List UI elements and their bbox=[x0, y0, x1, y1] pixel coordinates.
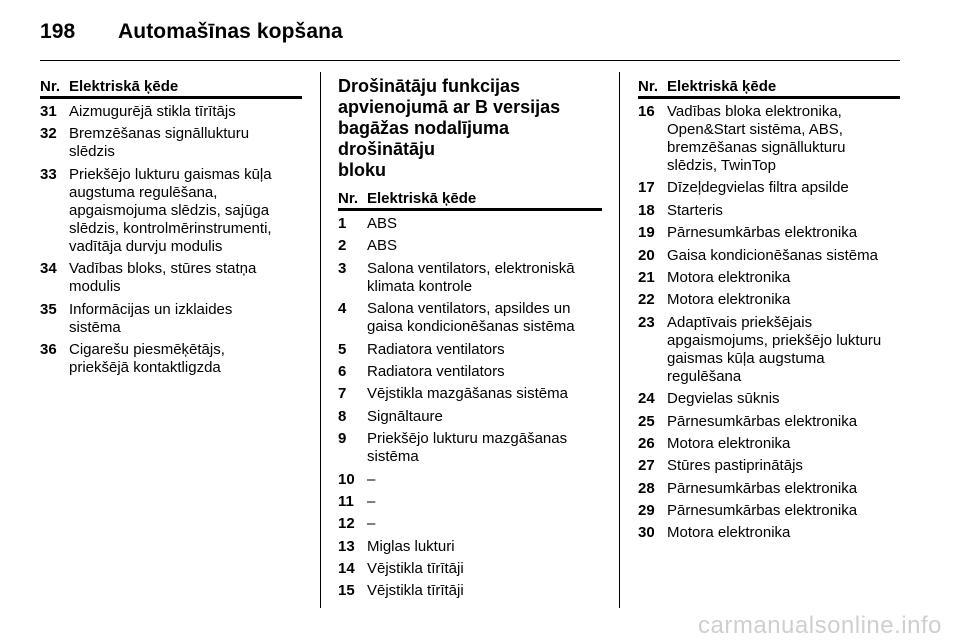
fuse-circuit-line: – bbox=[367, 470, 376, 488]
fuse-circuit-line: Priekšējo lukturu mazgāšanas bbox=[367, 430, 568, 448]
fuse-circuit bbox=[667, 480, 900, 498]
fuse-circuit bbox=[367, 300, 602, 336]
fuse-number: 29 bbox=[638, 502, 655, 520]
fuse-table-header bbox=[338, 190, 602, 211]
fuse-circuit-line: apgaismojuma slēdzis, sajūga bbox=[69, 201, 270, 219]
fuse-number: 8 bbox=[338, 407, 347, 425]
fuse-number: 12 bbox=[338, 515, 355, 533]
page-header bbox=[40, 20, 343, 44]
fuse-circuit bbox=[667, 179, 900, 197]
header-nr: Nr. bbox=[338, 190, 359, 207]
fuse-row bbox=[638, 413, 900, 431]
fuse-circuit-line: Informācijas un izklaides bbox=[69, 300, 233, 318]
fuse-number: 27 bbox=[638, 457, 655, 475]
fuse-number: 18 bbox=[638, 201, 655, 219]
fuse-circuit-line: apgaismojums, priekšējo lukturu bbox=[667, 331, 882, 349]
fuse-circuit-line: klimata kontrole bbox=[367, 277, 473, 295]
fuse-number: 34 bbox=[40, 260, 57, 278]
fuse-number: 22 bbox=[638, 291, 655, 309]
fuse-circuit bbox=[367, 471, 602, 489]
fuse-row bbox=[638, 247, 900, 265]
fuse-row bbox=[338, 341, 602, 359]
fuse-circuit bbox=[667, 314, 900, 386]
fuse-circuit bbox=[667, 202, 900, 220]
fuse-circuit-line: Open&Start sistēma, ABS, bbox=[667, 121, 843, 138]
fuse-circuit bbox=[367, 363, 602, 381]
page-number: 198 bbox=[40, 20, 76, 43]
fuse-circuit-line: Pārnesumkārbas elektronika bbox=[667, 479, 858, 497]
fuse-circuit bbox=[69, 125, 302, 161]
column-divider bbox=[619, 72, 620, 608]
fuse-row bbox=[338, 300, 602, 336]
fuse-number: 11 bbox=[338, 492, 354, 510]
fuse-circuit-line: gaisa kondicionēšanas sistēma bbox=[367, 318, 575, 336]
fuse-row bbox=[638, 291, 900, 309]
fuse-circuit-line: Motora elektronika bbox=[667, 524, 791, 542]
header-nr: Nr. bbox=[638, 78, 659, 95]
fuse-row bbox=[338, 260, 602, 296]
header-rule bbox=[40, 60, 900, 61]
fuse-row bbox=[338, 538, 602, 556]
fuse-circuit bbox=[367, 538, 602, 556]
fuse-circuit bbox=[367, 515, 602, 533]
fuse-table-body bbox=[338, 215, 602, 600]
fuse-circuit bbox=[667, 413, 900, 431]
fuse-row bbox=[638, 480, 900, 498]
fuse-number: 24 bbox=[638, 390, 655, 408]
fuse-circuit-line: ABS bbox=[367, 215, 398, 232]
fuse-circuit-line: augstuma regulēšana, bbox=[69, 183, 218, 201]
fuse-number: 7 bbox=[338, 385, 347, 403]
fuse-table-body bbox=[40, 103, 302, 377]
fuse-circuit bbox=[367, 560, 602, 578]
fuse-circuit-line: – bbox=[367, 515, 376, 533]
fuse-circuit bbox=[69, 341, 302, 377]
fuse-row bbox=[638, 202, 900, 220]
fuse-circuit-line: Miglas lukturi bbox=[367, 537, 455, 555]
fuse-row bbox=[40, 301, 302, 337]
fuse-circuit-line: Degvielas sūknis bbox=[667, 390, 780, 408]
fuse-circuit bbox=[69, 301, 302, 337]
fuse-circuit bbox=[69, 103, 302, 121]
fuse-number: 30 bbox=[638, 524, 655, 542]
fuse-number: 25 bbox=[638, 412, 655, 430]
fuse-number: 35 bbox=[40, 300, 57, 318]
fuse-circuit-line: Vējstikla tīrītāji bbox=[367, 582, 464, 600]
fuse-row bbox=[638, 314, 900, 386]
fuse-circuit-line: slēdzis, kontrolmērinstrumenti, bbox=[69, 219, 272, 237]
fuse-number: 3 bbox=[338, 259, 347, 277]
fuse-circuit-line: sistēma bbox=[367, 448, 419, 466]
fuse-circuit-line: Salona ventilators, apsildes un bbox=[367, 300, 571, 318]
fuse-circuit-line: bremzēšanas signāllukturu bbox=[667, 139, 846, 156]
fuse-circuit bbox=[667, 291, 900, 309]
fuse-row bbox=[338, 493, 602, 511]
column-2 bbox=[338, 76, 602, 605]
fuse-number: 36 bbox=[40, 340, 57, 358]
fuse-number: 4 bbox=[338, 300, 347, 318]
fuse-number: 16 bbox=[638, 103, 655, 120]
fuse-circuit bbox=[367, 260, 602, 296]
section-title-line: apvienojumā ar B versijas bbox=[338, 97, 561, 117]
fuse-circuit bbox=[667, 502, 900, 520]
fuse-row bbox=[338, 385, 602, 403]
fuse-number: 6 bbox=[338, 362, 347, 380]
fuse-circuit-line: Vējstikla mazgāšanas sistēma bbox=[367, 385, 568, 403]
fuse-row bbox=[338, 471, 602, 489]
fuse-circuit-line: Adaptīvais priekšējais bbox=[667, 313, 813, 331]
fuse-circuit-line: modulis bbox=[69, 278, 121, 296]
fuse-row bbox=[338, 430, 602, 466]
fuse-row bbox=[638, 269, 900, 287]
fuse-circuit bbox=[69, 260, 302, 296]
header-nr: Nr. bbox=[40, 78, 61, 95]
fuse-circuit-line: Aizmugurējā stikla tīrītājs bbox=[69, 103, 236, 120]
fuse-number: 31 bbox=[40, 103, 57, 120]
fuse-circuit-line: Motora elektronika bbox=[667, 268, 791, 286]
section-title-line: Drošinātāju funkcijas bbox=[338, 76, 521, 96]
fuse-row bbox=[40, 103, 302, 121]
fuse-circuit-line: Pārnesumkārbas elektronika bbox=[667, 224, 858, 242]
fuse-circuit-line: Starteris bbox=[667, 201, 723, 219]
column-1 bbox=[40, 78, 302, 381]
fuse-row bbox=[40, 125, 302, 161]
fuse-circuit bbox=[367, 385, 602, 403]
fuse-circuit bbox=[667, 224, 900, 242]
fuse-number: 20 bbox=[638, 246, 655, 264]
fuse-row bbox=[638, 179, 900, 197]
fuse-circuit-line: Gaisa kondicionēšanas sistēma bbox=[667, 246, 878, 264]
fuse-row bbox=[638, 224, 900, 242]
fuse-row bbox=[40, 260, 302, 296]
fuse-circuit-line: Radiatora ventilators bbox=[367, 362, 505, 380]
fuse-circuit-line: slēdzis bbox=[69, 143, 115, 161]
fuse-row bbox=[638, 524, 900, 542]
fuse-circuit-line: priekšējā kontaktligzda bbox=[69, 358, 221, 376]
fuse-table-header bbox=[40, 78, 302, 99]
header-circuit: Elektriskā ķēde bbox=[69, 78, 179, 95]
column-3 bbox=[638, 78, 900, 547]
fuse-circuit-line: Dīzeļdegvielas filtra apsilde bbox=[667, 179, 849, 197]
fuse-circuit-line: Pārnesumkārbas elektronika bbox=[667, 502, 858, 520]
fuse-number: 33 bbox=[40, 165, 57, 183]
fuse-circuit-line: slēdzis, TwinTop bbox=[667, 157, 776, 174]
fuse-number: 32 bbox=[40, 125, 57, 143]
fuse-row bbox=[338, 237, 602, 255]
fuse-circuit-line: vadītāja durvju modulis bbox=[69, 237, 223, 255]
fuse-circuit-line: Motora elektronika bbox=[667, 434, 791, 452]
fuse-number: 2 bbox=[338, 237, 347, 255]
fuse-row bbox=[338, 215, 602, 233]
fuse-circuit-line: Salona ventilators, elektroniskā bbox=[367, 259, 575, 277]
fuse-circuit bbox=[367, 582, 602, 600]
fuse-circuit-line: – bbox=[367, 492, 376, 510]
fuse-row bbox=[638, 502, 900, 520]
fuse-circuit bbox=[367, 493, 602, 511]
fuse-circuit-line: Motora elektronika bbox=[667, 291, 791, 309]
section-title-line: bloku bbox=[338, 160, 386, 180]
fuse-row bbox=[338, 560, 602, 578]
fuse-number: 19 bbox=[638, 224, 655, 242]
fuse-row bbox=[40, 341, 302, 377]
fuse-row bbox=[638, 435, 900, 453]
fuse-circuit bbox=[69, 166, 302, 256]
fuse-circuit bbox=[667, 435, 900, 453]
fuse-row bbox=[338, 408, 602, 426]
column-divider bbox=[320, 72, 321, 608]
fuse-number: 23 bbox=[638, 313, 655, 331]
fuse-number: 17 bbox=[638, 179, 655, 197]
fuse-number: 14 bbox=[338, 560, 355, 578]
fuse-number: 5 bbox=[338, 340, 347, 358]
fuse-number: 28 bbox=[638, 479, 655, 497]
fuse-circuit bbox=[667, 524, 900, 542]
header-circuit: Elektriskā ķēde bbox=[667, 78, 777, 95]
fuse-circuit-line: Bremzēšanas signāllukturu bbox=[69, 125, 250, 143]
section-title bbox=[338, 76, 602, 181]
fuse-circuit-line: regulēšana bbox=[667, 367, 742, 385]
fuse-circuit-line: Vadības bloks, stūres statņa bbox=[69, 260, 257, 278]
fuse-circuit-line: sistēma bbox=[69, 318, 121, 336]
fuse-number: 9 bbox=[338, 430, 347, 448]
fuse-circuit bbox=[667, 390, 900, 408]
fuse-number: 13 bbox=[338, 537, 355, 555]
fuse-number: 10 bbox=[338, 470, 355, 488]
fuse-circuit-line: Vējstikla tīrītāji bbox=[367, 560, 464, 578]
fuse-row bbox=[40, 166, 302, 256]
fuse-row bbox=[338, 582, 602, 600]
fuse-table-body bbox=[638, 103, 900, 542]
fuse-row bbox=[338, 515, 602, 533]
fuse-circuit-line: Cigarešu piesmēķētājs, bbox=[69, 340, 225, 358]
fuse-circuit-line: Signāltaure bbox=[367, 407, 443, 425]
fuse-circuit bbox=[367, 408, 602, 426]
fuse-circuit-line: Priekšējo lukturu gaismas kūļa bbox=[69, 165, 272, 183]
page-title: Automašīnas kopšana bbox=[118, 20, 343, 43]
fuse-circuit-line: ABS bbox=[367, 237, 398, 255]
fuse-circuit-line: Vadības bloka elektronika, bbox=[667, 103, 842, 120]
header-circuit: Elektriskā ķēde bbox=[367, 190, 477, 207]
fuse-circuit bbox=[667, 103, 900, 175]
fuse-circuit bbox=[667, 457, 900, 475]
fuse-circuit-line: Pārnesumkārbas elektronika bbox=[667, 412, 858, 430]
fuse-circuit bbox=[367, 430, 602, 466]
section-title-line: bagāžas nodalījuma drošinātāju bbox=[338, 118, 510, 159]
fuse-row bbox=[638, 457, 900, 475]
fuse-number: 15 bbox=[338, 582, 355, 600]
fuse-circuit bbox=[367, 237, 602, 255]
fuse-row bbox=[638, 103, 900, 175]
fuse-circuit bbox=[667, 269, 900, 287]
fuse-number: 26 bbox=[638, 434, 655, 452]
fuse-row bbox=[638, 390, 900, 408]
fuse-circuit bbox=[667, 247, 900, 265]
fuse-circuit-line: Radiatora ventilators bbox=[367, 340, 505, 358]
fuse-row bbox=[338, 363, 602, 381]
fuse-circuit bbox=[367, 341, 602, 359]
fuse-number: 21 bbox=[638, 268, 655, 286]
fuse-circuit bbox=[367, 215, 602, 233]
fuse-circuit-line: Stūres pastiprinātājs bbox=[667, 457, 803, 475]
watermark: carmanualsonline.info bbox=[698, 612, 942, 639]
fuse-number: 1 bbox=[338, 215, 347, 232]
fuse-table-header bbox=[638, 78, 900, 99]
fuse-circuit-line: gaismas kūļa augstuma bbox=[667, 349, 825, 367]
